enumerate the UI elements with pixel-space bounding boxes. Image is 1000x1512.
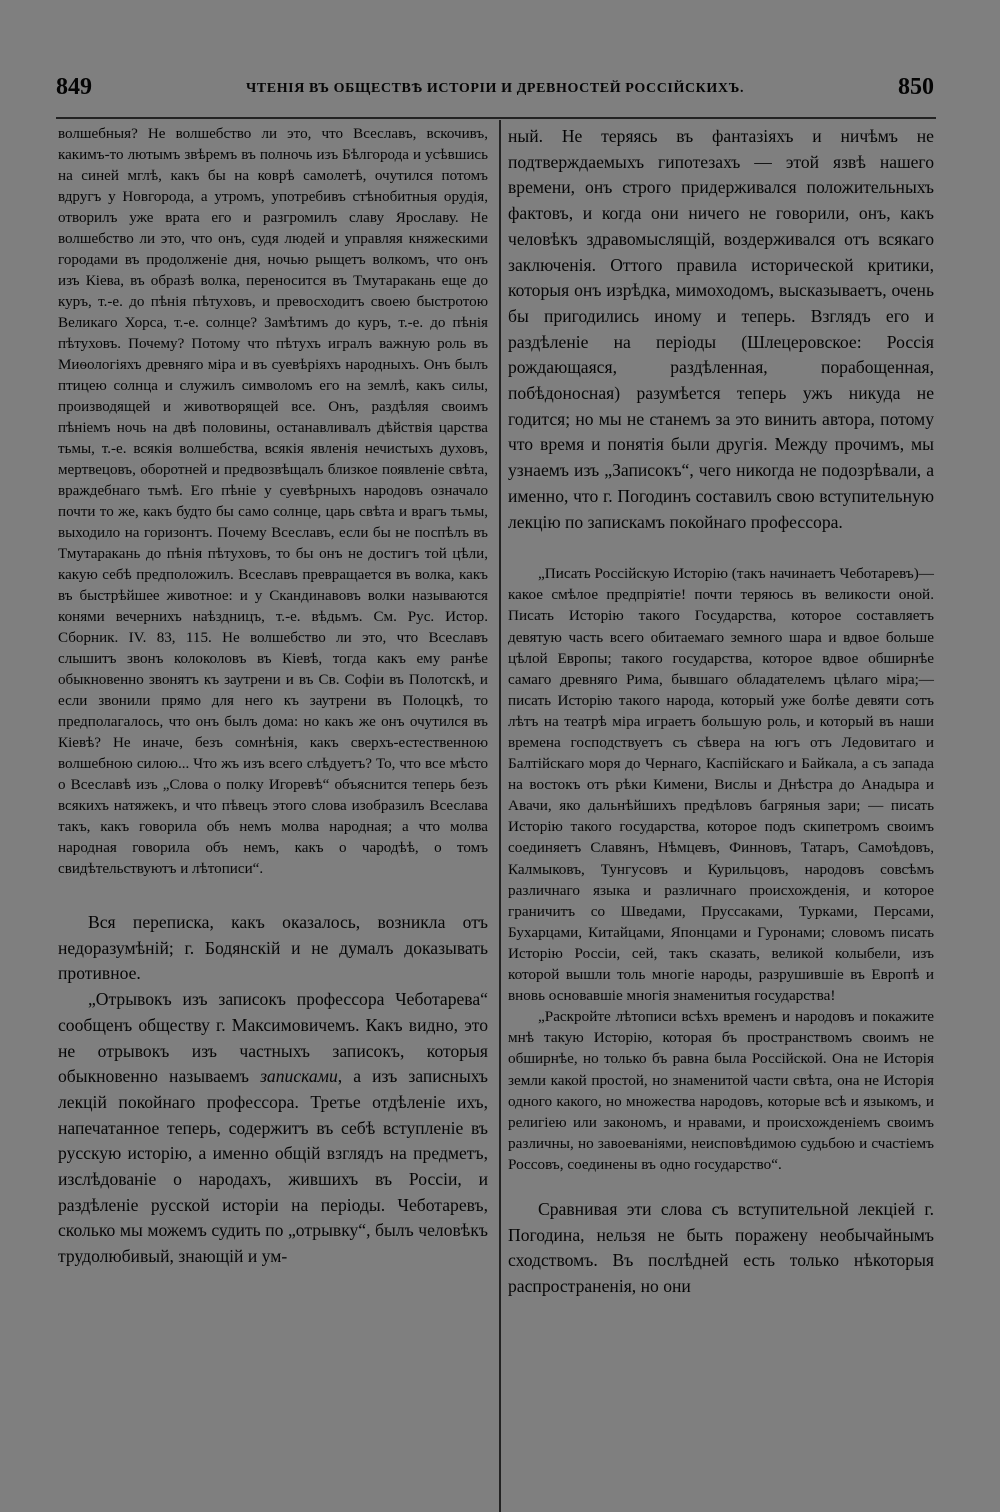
- fragment-text-b: , а изъ записныхъ лекцій покойнаго профессора. Третье отдѣленіе ихъ, напечатанное теперь, содержитъ въ себѣ вступленіе въ русскую исторію, а именно общій взглядъ на предметъ, изслѣдованіе о народахъ, жившихъ въ Россіи, и раздѣленіе русской исторіи на періоды. Чеботаревъ, сколько мы можемъ судить по „отрывку“, былъ человѣкъ трудолюбивый, знающій и ум-: [58, 1066, 488, 1267]
- fragment-italic-word: записками: [260, 1066, 338, 1087]
- page-header: [56, 74, 934, 108]
- header-rule: [56, 117, 936, 119]
- column-divider: [499, 120, 501, 1512]
- right-column: [508, 124, 934, 1300]
- left-paragraph-fragment: [58, 987, 488, 1270]
- fragment-text-a: „Отрывокъ изъ записокъ профессора Чеботарева“ сообщенъ обществу г. Максимовичемъ. Какъ видно, это не отрывокъ изъ частныхъ записокъ, которыя обыкновенно называемъ: [58, 989, 488, 1087]
- right-quote-2: „Раскройте лѣтописи всѣхъ временъ и народовъ и покажите мнѣ такую Исторію, которая бъ пространствомъ своимъ не обширнѣе, но только бъ равна была Россійской. Она не Исторія земли какой простой, но знаменитой части свѣта, она не Исторія одного какого, но множества народовъ, которые всѣ и языкомъ, и религіею или закономъ, и нравами, и происхожденіемъ своимъ различны, но завоеваніями, неисповѣдимою судьбою и счастіемъ Россовъ, соединены въ одно государство“.: [508, 1008, 934, 1173]
- right-paragraph-comparison: Сравнивая эти слова съ вступительной лекціей г. Погодина, нельзя не быть поражену необычайнымъ сходствомъ. Въ послѣдней есть только нѣкоторыя распространенія, но они: [508, 1198, 934, 1297]
- right-quote-1: „Писать Россійскую Исторію (такъ начинаетъ Чеботаревъ)—какое смѣлое предпріятіе! почти теряюсь въ великости оной. Писать Исторію такого Государства, которое составляетъ девятую часть всего обитаемаго земного шара и вдвое больше цѣлой Европы; такого государства, которое вдвое обширнѣе самаго древняго Рима, бывшаго обладателемъ цѣлаго міра;— писать Исторію такого народа, который уже болѣе девяти сотъ лѣтъ на театрѣ міра играетъ большую роль, и который въ наши времена господствуетъ съ сѣвера на югъ отъ Ледовитаго и Балтійскаго моря до Чернаго, Каспійскаго и Байкала, а съ запада на востокъ отъ рѣки Кимени, Вислы и Днѣстра до Анадыра и Авачи, яко дальнѣйшихъ предѣловъ багряныя зари; — писать Исторію такого государства, которое подъ скипетромъ своимъ соединяетъ Славянъ, Нѣмцевъ, Финновъ, Татаръ, Самоѣдовъ, Калмыковъ, Тунгусовъ и Курильцовъ, народовъ совсѣмъ различнаго языка и различнаго происхожденія, и которое граничитъ со Шведами, Пруссаками, Турками, Персами, Бухарцами, Китайцами, Японцами и Гуронами; словомъ писать Исторію Россіи, сей, такъ сказать, великой колыбели, изъ которой вышли толь многіе народы, разрушившіе въ Европѣ и вновь основавшіе многія знаменитыя государства!: [508, 565, 934, 1005]
- left-column: [58, 124, 488, 1270]
- running-title: ЧТЕНІЯ ВЪ ОБЩЕСТВѢ ИСТОРІИ И ДРЕВНОСТЕЙ РОССІЙСКИХЪ.: [245, 81, 745, 96]
- right-paragraph-intro: ный. Не теряясь въ фантазіяхъ и ничѣмъ не подтверждаемыхъ гипотезахъ — этой язвѣ нашего времени, онъ строго придерживался положительныхъ фактовъ, и когда они ничего не говорили, онъ, какъ человѣкъ здравомыслящій, воздерживался отъ всякаго заключенія. Оттого правила исторической критики, которыя онъ изрѣдка, мимоходомъ, высказываетъ, очень бы пригодились иному и теперь. Взглядъ его и раздѣленіе на періоды (Шлецеровское: Россія рождающаяся, раздѣленная, порабощенная, побѣдоносная) разумѣется теперь ужъ никуда не годится; но мы не станемъ за это винить автора, потому что время и понятія были другія. Между прочимъ, мы узнаемъ изъ „Записокъ“, чего никогда не подозрѣвали, а именно, что г. Погодинъ составилъ свою вступительную лекцію по запискамъ покойнаго профессора.: [508, 126, 934, 532]
- left-quote-paragraph: волшебныя? Не волшебство ли это, что Всеславъ, вскочивъ, какимъ-то лютымъ звѣремъ въ полночь изъ Бѣлгорода и усѣвшись на синей мглѣ, какъ бы на коврѣ самолетѣ, очутился потомъ вдругъ у Новгорода, а утромъ, употребивъ стѣнобитныя орудія, отворилъ уже врата его и разгромилъ славу Ярославу. Не волшебство ли это, что онъ, судя людей и управляя княжескими городами въ продолженіе дня, ночью рыщетъ волкомъ, что онъ изъ Кіева, въ образѣ волка, переносится въ Тмутаракань еще до куръ, т.-е. до пѣнія пѣтуховъ, и превосходитъ своею быстротою Великаго Хорса, т.-е. солнце? Замѣтимъ до куръ, т.-е. до пѣнія пѣтуховъ. Почему? Потому что пѣтухъ игралъ важную роль въ Миѳологіяхъ древняго міра и въ суевѣріяхъ народныхъ. Онъ былъ птицею солнца и служилъ символомъ его на землѣ, какъ силы, производящей и животворящей все. Онъ, раздѣляя своимъ пѣніемъ ночь на двѣ половины, останавливалъ дѣйствія царства тьмы, т.-е. всякія волшебства, всякія явленія нечистыхъ духовъ, мертвецовъ, оборотней и предвозвѣщалъ близкое появленіе свѣта, враждебнаго тьмѣ. Его пѣніе у суевѣрныхъ народовъ означало почти то же, какъ будто бы само солнце, царь свѣта и врагъ тьмы, выходило на горизонтъ. Почему Всеславъ, если бы не поспѣлъ въ Тмутаракань до пѣнія пѣтуховъ, то бы онъ не достигъ той цѣли, какую себѣ предположилъ. Всеславъ превращается въ волка, какъ въ быстрѣйшее животное: и у Скандинавовъ волки называются конями вечернихъ наѣздницъ, т.-е. вѣдьмъ. См. Рус. Истор. Сборник. IV. 83, 115. Не волшебство ли это, что Всеславъ слышитъ звонъ колоколовъ въ Кіевѣ, тогда какъ ему ранѣе обыкновенно звонятъ къ заутрени и въ Св. Софіи въ Полотскѣ, и если звонили прямо для него къ заутрени въ Полоцкѣ, то предполагалось, что онъ былъ дома: но какъ же онъ очутился въ Кіевѣ? Не иначе, безъ сомнѣнія, какъ сверхъ-естественною волшебною силою... Что жъ изъ всего слѣдуетъ? То, что все мѣсто о Всеславѣ изъ „Слова о полку Игоревѣ“ объяснится теперь безъ всякихъ натяжекъ, и что пѣвецъ этого слова изобразилъ Всеслава такъ, какъ говорила объ немъ молва народная; а что молва народная говорила объ немъ, какъ о чародѣѣ, о томъ свидѣтельствуютъ и лѣтописи“.: [58, 126, 488, 877]
- page-number-left: 849: [56, 74, 92, 100]
- page-number-right: 850: [898, 74, 934, 100]
- left-paragraph-correspondence: Вся переписка, какъ оказалось, возникла отъ недоразумѣній; г. Бодянскій и не думалъ доказывать противное.: [58, 912, 488, 984]
